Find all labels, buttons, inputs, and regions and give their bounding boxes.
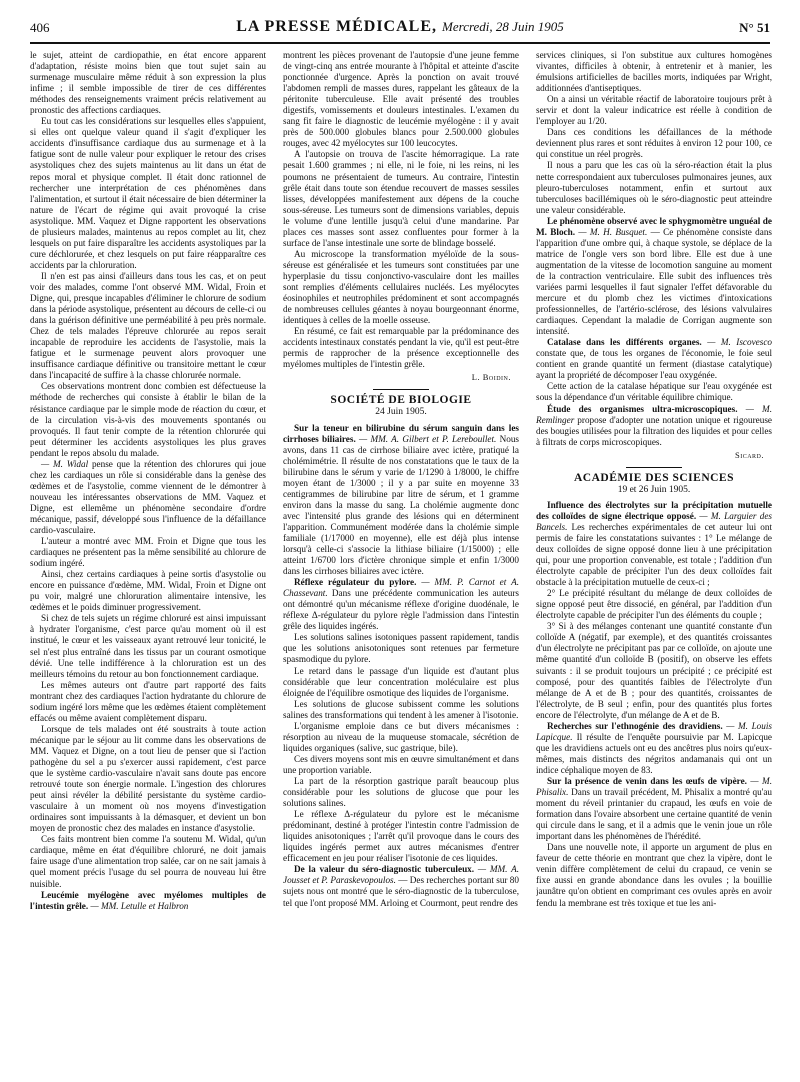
paragraph-text: Cette action de la catalase hépatique sur l'eau oxygénée est sous la dépendance d'un véritable équilibre chimique. [536, 381, 772, 403]
author-signature: L. Boidin. [471, 372, 511, 383]
paragraph-text: Le retard dans le passage d'un liquide est d'autant plus considérable que leur concentration moléculaire est plus éloignée de l'équilibre osmotique des liquides de l'organisme. [283, 665, 519, 698]
body-paragraph [30, 116, 266, 271]
section-heading: SOCIÉTÉ DE BIOLOGIE [330, 394, 472, 407]
body-paragraph [283, 50, 519, 149]
paragraph-text: 2° Le précipité résultant du mélange de deux colloïdes de signe opposé peut être dissocié, en général, par l'addition d'un électrolyte capable de précipiter l'un des éléments du couple ; [536, 588, 772, 621]
communication-paragraph [536, 216, 772, 338]
paragraph-text: On a ainsi un véritable réactif de laboratoire toujours prêt à servir et dont la valeur indicatrice est réelle à condition de l'employer au 1/20. [536, 94, 772, 127]
paragraph-text: pense que la rétention des chlorures qui joue chez les cardiaques un rôle si considérable dans la genèse des œdèmes et de l'asystolie, comme viennent de le démontrer à nouveau les intéressantes observations de MM. Vaquez et Digne, est ellemême un phénomène secondaire d'ordre mécanique, passif, développé sous l'influence de la défaillance cardio-vasculaire. [30, 458, 266, 536]
paragraph-text: Si chez de tels sujets un régime chloruré est ainsi impuissant à hydrater l'organisme, c'est parce qu'au moment où il est institué, le cœur et les vaisseaux ayant retrouvé leur tonicité, le sel n'est plus entraîné dans les tissus par un courant osmotique dévié. Une telle indifférence à la chloruration est un des meilleurs témoins du retour au bon fonctionnement cardiaque. [30, 613, 266, 679]
communication-paragraph [283, 864, 519, 908]
body-paragraph [30, 536, 266, 569]
body-paragraph [30, 50, 266, 116]
body-paragraph [30, 724, 266, 834]
communication-paragraph [536, 500, 772, 588]
communication-paragraph [536, 337, 772, 381]
communication-title: Sur la présence de venin dans les œufs de vipère. [547, 776, 747, 786]
body-paragraph [30, 680, 266, 724]
paragraph-text: Ces faits montrent bien comme l'a soutenu M. Widal, qu'un cardiaque, même en état d'équilibre chloruré, ne doit jamais faire usage d'une alimentation trop salée, car on ne sait jamais à quel moment précis l'usage du sel pourra de nouveau lui être nuisible. [30, 834, 266, 889]
communication-title: Le phénomène observé avec le sphygmomètre unguéal de M. Bloch. [536, 215, 772, 237]
paragraph-text: Dans une précédente communication les auteurs ont démontré qu'un mécanisme réflexe d'origine duodénale, le réflexe Δ-régulateur du pylore règle l'admission dans l'intestin grêle des liquides ingérés. [283, 588, 519, 632]
paragraph-text: Ces divers moyens sont mis en œuvre simultanément et dans une proportion variable. [283, 753, 519, 775]
text-column-middle [283, 50, 519, 1072]
body-paragraph [536, 381, 772, 403]
body-paragraph [536, 621, 772, 720]
section-divider [626, 467, 682, 468]
body-paragraph [536, 127, 772, 160]
communication-paragraph [30, 890, 266, 912]
paragraph-text: Nous avons, dans 11 cas de cirrhose biliaire avec ictère, pratiqué la cholémimétrie. Il résulte de nos constatations que le taux de la bilirubine dans le sérum y varie de 1/1290 à 1/8000, le chiffre moyen étant de 1/3000 ; il y a par suite en moyenne 33 centigrammes de bilirubine par litre de sérum, et 1 gramme environ dans la masse du sang. La cholémie augmente donc avec l'intensité plus grande des lésions qui en déterminent l'apparition. Communément modérée dans la cholémie simple familiale (1/17000 en moyenne), elle est déjà plus intense lorsqu'à celle-ci s'associe la lithiase biliaire (1/15000) ; elle atteint 1/6700 lors d'ictère chronique simple et enfin 1/3000 dans les cirrhoses biliaires avec ictère. [283, 433, 519, 577]
paragraph-text: Ainsi, chez certains cardiaques à peine sortis d'asystolie ou encore en puissance d'œdème, MM. Widal, Froin et Digne ont pu voir, malgré une chloruration alimentaire intensive, les œdèmes et le poids diminuer progressivement. [30, 569, 266, 613]
paragraph-text: — Des recherches portant sur 80 sujets nous ont montré que le séro-diagnostic de la tuberculose, tel que l'ont proposé MM. Arloing et Courmont, peut rendre des [283, 875, 519, 908]
paragraph-text: le sujet, atteint de cardiopathie, en état encore apparent d'adaptation, résiste moins bien que tout sujet sain au surmenage musculaire même réduit à son expression la plus infime ; il semble impossible de tirer de ces différentes méthodes des renseignements vraiment précis relativement au pronostic des affections cardiaques. [30, 50, 266, 116]
paragraph-text: Il n'en est pas ainsi d'ailleurs dans tous les cas, et on peut voir des malades, comme l'ont observé MM. Widal, Froin et Digne, qui, presque incapables d'éliminer le chlorure de sodium dans la période asystolique, présentent au décours de celle-ci ou dans la guérison définitive une perméabilité à peu près normale. Chez de tels malades l'épreuve chlorurée au repos serait incapable de reproduire les accidents de l'asystolie, mais la fatigue et le surmenage peuvent alors provoquer une insuffisance cardiaque définitive ou transitoire mettant le cœur dans l'incapacité de suffire à la chasse chlorurée normale. [30, 270, 266, 381]
body-paragraph [536, 94, 772, 127]
body-paragraph [283, 776, 519, 809]
paragraph-text: constate que, de tous les organes de l'économie, le foie seul contient en grande quantité un ferment (diastase catalytique) ayant la propriété de décomposer l'eau oxygénée. [536, 348, 772, 381]
paragraph-text: — Ce phénomène consiste dans l'apparition d'une ombre qui, à chaque systole, se déplace de la matrice de l'ongle vers son bord libre. Elle est due à une augmentation de la vitesse de locomotion sanguine au moment de la contraction ventriculaire. Elle subit des influences très variées parmi lesquelles il faut signaler l'effet défavorable du mercure et du plomb chez les victimes d'intoxications professionnelles, de l'artério-sclérose, des lésions valvulaires cardiaques. Cependant la maladie de Corrigan augmente son intensité. [536, 226, 772, 337]
paragraph-text: Il résulte de l'enquête poursuivie par M. Lapicque que les dravidiens actuels ont eu des ancêtres plus noirs qu'eux-mêmes, mais distincts des négritos andamanais qui ont un indice céphalique moyen de 83. [536, 731, 772, 775]
communication-paragraph [283, 423, 519, 578]
paragraph-text: A l'autopsie on trouva de l'ascite hémorragique. La rate pesait 1.600 grammes ; ni elle, ni le foie, ni les reins, ni les poumons ne présentaient de tumeurs. Au contraire, l'intestin grêle était dans toute son étendue recouvert de masses sessiles lisses, développées manifestement aux dépens de la couche sous-séreuse. Les tumeurs sont de dimensions variables, depuis le volume d'une lentille jusqu'à celui d'une mandarine. Par places ces masses sont assez confluentes pour former à la surface de l'anse intestinale une sorte de blindage bosselé. [283, 149, 519, 248]
body-paragraph [536, 160, 772, 215]
paragraph-text: Il nous a paru que les cas où la séro-réaction était la plus nette correspondaient aux tuberculoses pulmonaires jeunes, aux pleuro-tuberculoses notamment, enfin et surtout aux tuberculoses bacillémiques où le séro-diagnostic peut atteindre une valeur considérable. [536, 160, 772, 215]
paragraph-text: Les recherches expérimentales de cet auteur lui ont permis de faire les constatations suivantes : 1° Le mélange de deux colloïdes de signe opposé donne lieu à une précipitation qui, pour une proportion convenable, est totale ; l'addition d'un électrolyte capable de précipiter l'un des deux colloïdes fait obstacle à la précipitation mutuelle de ceux-ci ; [536, 521, 772, 588]
body-paragraph [283, 699, 519, 721]
body-paragraph [536, 588, 772, 621]
author-names: — MM. Letulle et Halbron [88, 900, 189, 911]
communication-paragraph [536, 721, 772, 776]
communication-title: Leucémie myélogène avec myélomes multiples de l'intestin grêle. [30, 889, 266, 911]
paragraph-text: montrent les pièces provenant de l'autopsie d'une jeune femme de vingt-cinq ans entrée mourante à l'hôpital et atteinte d'ascite ponctionnée d'urgence. Après la ponction on avait trouvé l'abdomen rempli de masses dures, rappelant les gâteaux de la péritonite tuberculeuse. Elle avait présenté des troubles digestifs, vomissements et douleurs intestinales. L'examen du sang fit faire le diagnostic de leucémie myélogène : il y avait près de 500.000 globules blancs pour 2.500.000 globules rouges, avec 42 myélocytes sur 100 leucocytes. [283, 50, 519, 149]
communication-title: Catalase dans les différents organes. [547, 337, 702, 348]
communication-title: Réflexe régulateur du pylore. [294, 577, 417, 588]
paragraph-text: Les solutions salines isotoniques passent rapidement, tandis que les solutions anisotoniques sont retenues par fermeture spasmodique du pylore. [283, 632, 519, 665]
paragraph-text: En résumé, ce fait est remarquable par la prédominance des accidents intestinaux constatés pendant la vie, qu'il est peut-être permis de rapprocher de la présence exceptionnelle des myélomes multiples de l'intestin grêle. [283, 326, 519, 370]
section-heading: ACADÉMIE DES SCIENCES [573, 471, 735, 484]
communication-title: Influence des électrolytes sur la précipitation mutuelle des colloïdes de signe électrique opposé. [536, 499, 772, 521]
journal-masthead [30, 18, 770, 36]
author-names: — M. H. Busquet. [575, 226, 648, 237]
paragraph-text: L'organisme emploie dans ce but divers mécanismes : résorption au niveau de la muqueuse stomacale, sécrétion de liquides organiques (salive, suc gastrique, bile). [283, 720, 519, 753]
author-names: — M. Remlinger [536, 403, 772, 425]
paragraph-text: Les mêmes auteurs ont d'autre part rapporté des faits montrant chez des cardiaques l'action hydratante du chlorure de sodium ingéré lors même que les œdèmes étaient complètement effacés ou même avaient complètement disparu. [30, 679, 266, 723]
paragraph-text: Le réflexe Δ-régulateur du pylore est le mécanisme prédominant, destiné à protéger l'intestin contre l'admission de liquides anisotoniques ; l'arrêt qu'il provoque dans le cours des liquides ingérés permet aux autres mécanismes d'entrer efficacement en jeu pour réaliser l'isotonie de ces liquides. [283, 809, 519, 864]
author-names: — MM. P. Carnot et A. Chassevant. [283, 577, 519, 599]
author-names: — M. Iscovesco [701, 337, 772, 348]
paragraph-text: propose d'adopter une notation unique et rigoureuse des bougies utilisées pour la filtration des liquides et pour celles à filtrats de corps microscopiques. [536, 414, 772, 447]
paragraph-text: Lorsque de tels malades ont été soustraits à toute action mécanique par le séjour au lit comme dans les observations de MM. Vaquez et Digne, on a tout lieu de penser que si l'action pathogène du sel a pu s'exercer aussi rapidement, c'est parce que le système cardio-vasculaire n'avait sans doute pas encore retrouvé toute son énergie normale. L'ingestion des chlorures peut ainsi révéler la débilité persistante du système cardio-vasculaire à un moment où nos moyens d'investigation ordinaires sont impuissants à la démasquer, et devient un bon moyen de pronostic chez des malades en instance d'asystolie. [30, 723, 266, 834]
communication-paragraph [283, 577, 519, 632]
author-names: — M. Larguier des Bancels. [536, 510, 772, 532]
author-names: — M. Louis Lapicque. [536, 720, 772, 742]
body-paragraph [30, 613, 266, 679]
paragraph-text: L'auteur a montré avec MM. Froin et Digne que tous les cardiaques ne présentent pas la même sensibilité au chlorure de sodium ingéré. [30, 536, 266, 569]
body-paragraph [283, 632, 519, 665]
communication-paragraph [536, 776, 772, 842]
page-header [30, 18, 770, 44]
body-paragraph [30, 271, 266, 381]
author-names: — MM. A. Jousset et P. Paraskevopoulos. [283, 864, 519, 886]
paragraph-text: Au microscope la transformation myéloïde de la sous-séreuse est généralisée et les tumeurs sont constituées par une hyperplasie du tissu conjonctivo-vasculaire dont les mailles sont remplies d'éléments cellulaires nucléés. Les myélocytes éosinophiles et neutrophiles prédominent et sont accompagnés de nombreuses cellules géantes à noyau bourgeonnant énorme, identiques à celles de la moelle osseuse. [283, 248, 519, 326]
body-paragraph [30, 381, 266, 458]
paragraph-text: Ces observations montrent donc combien est défectueuse la méthode de recherches qui consiste à établir le bilan de la résistance cardiaque par le simple mode de réaction du cœur, et de la circulation vis-à-vis des mouvements spontanés ou provoqués. Il faut tenir compte de la rétention chlorurée qui peut déterminer les accidents asystoliques les plus graves pendant le repos absolu du malade. [30, 381, 266, 458]
paragraph-text: Dans un travail précédent, M. Phisalix a montré qu'au moment du réveil printanier du crapaud, les œufs en voie de formation dans l'ovaire absorbent une certaine quantité de venin qui circule dans le sang, et il a admis que le venin joue un rôle important dans les phénomènes de l'hérédité. [536, 787, 772, 842]
paragraph-text: services cliniques, si l'on substitue aux cultures homogènes vivantes, difficiles à obtenir, à entretenir et à manier, les émulsions artificielles de bacilles morts, indiquées par Wright, additionnées d'antiseptiques. [536, 50, 772, 94]
communication-title: Sur la teneur en bilirubine du sérum sanguin dans les cirrhoses biliaires. [283, 422, 519, 444]
body-paragraph [283, 149, 519, 248]
paragraph-text: Dans une nouvelle note, il apporte un argument de plus en faveur de cette théorie en montrant que chez la vipère, dont le venin diffère complètement de celui du crapaud, ce venin se fixe aussi en grande abondance dans les ovules ; la bouillie jaunâtre qu'on obtient en comprimant ces ovules après en avoir fendu la membrane est très toxique et tue les ani- [536, 842, 772, 908]
author-signature: Sicard. [734, 449, 764, 460]
page-number: 406 [30, 20, 50, 35]
paragraph-text: Eu tout cas les considérations sur lesquelles elles s'appuient, si elles ont quelque valeur quand il s'agit d'expliquer les accidents d'insuffisance cardiaque dus au surmenage et à la fatigue sont de nulle valeur pour expliquer le retour des crises asystoliques chez des sujets maintenus au lit dans un état de repos moral et physique complet. Il était donc rationnel de rechercher une interprétation de ces phénomènes dans l'alimentation, et surtout il était nécessaire de bien déterminer la nature de l'écart de régime qui avait provoqué la crise asystolique. MM. Vaquez et Digne rapportent les observations de plusieurs malades, maintenus au repos complet au lit, chez lesquels on put faire disparaître les accidents asystoliques par la cure déchlorurée, et chez lesquels on put faire réapparaître ces accidents par la chloruration. [30, 116, 266, 270]
journal-title: LA PRESSE MÉDICALE, [236, 18, 438, 35]
communication-title: Recherches sur l'ethnogénie des dravidiens. [547, 720, 723, 731]
body-paragraph [30, 459, 266, 536]
communication-title: Étude des organismes ultra-microscopiques. [547, 403, 738, 414]
author-names: — MM. A. Gilbert et P. Lereboullet. [355, 433, 497, 444]
paragraph-text: La part de la résorption gastrique paraît beaucoup plus considérable pour les solutions de glucose que pour les solutions salines. [283, 776, 519, 809]
body-paragraph [283, 326, 519, 370]
body-paragraph [283, 809, 519, 864]
body-paragraph [536, 842, 772, 908]
body-paragraph [30, 569, 266, 613]
text-column-right [536, 50, 772, 1072]
paragraph-text: 3° Si à des mélanges contenant une quantité constante d'un colloïde A (négatif, par exemple), et des quantités croissantes d'un électrolyte ne précipitant pas par ce colloïde, on ajoute une même quantité d'un colloïde B (positif), on observe les effets suivants : il se produit toujours un précipité ; ce précipité est composé, pour des quantités faibles de l'électrolyte d'un mélange de A et de B ; pour des quantités, croissantes de l'électrolyte, de B seul ; enfin, pour des quantités plus fortes encore de l'électrolyte, d'un mélange de A et de B. [536, 621, 772, 720]
session-date: 24 Juin 1905. [375, 407, 427, 418]
body-paragraph [30, 834, 266, 889]
section-divider [373, 389, 429, 390]
issue-date: Mercredi, 28 Juin 1905 [442, 19, 564, 34]
session-date: 19 et 26 Juin 1905. [617, 484, 691, 495]
body-paragraph [536, 50, 772, 94]
author-names: — M. Phisalix. [536, 776, 772, 798]
body-paragraph [283, 666, 519, 699]
paragraph-text: Les solutions de glucose subissent comme les solutions salines des transformations qui tendent à les amener à l'isotonie. [283, 698, 519, 720]
body-paragraph [283, 721, 519, 754]
body-paragraph [283, 249, 519, 326]
paragraph-text: Dans ces conditions les défaillances de la méthode deviennent plus rares et sont réduites à environ 12 pour 100, ce qui constitue un réel progrès. [536, 127, 772, 160]
communication-paragraph [536, 404, 772, 448]
text-column-left [30, 50, 266, 1072]
communication-title: De la valeur du séro-diagnostic tuberculeux. [294, 864, 475, 875]
author-names: — M. Widal [41, 458, 89, 469]
issue-number: N° 51 [739, 20, 770, 35]
body-paragraph [283, 754, 519, 776]
